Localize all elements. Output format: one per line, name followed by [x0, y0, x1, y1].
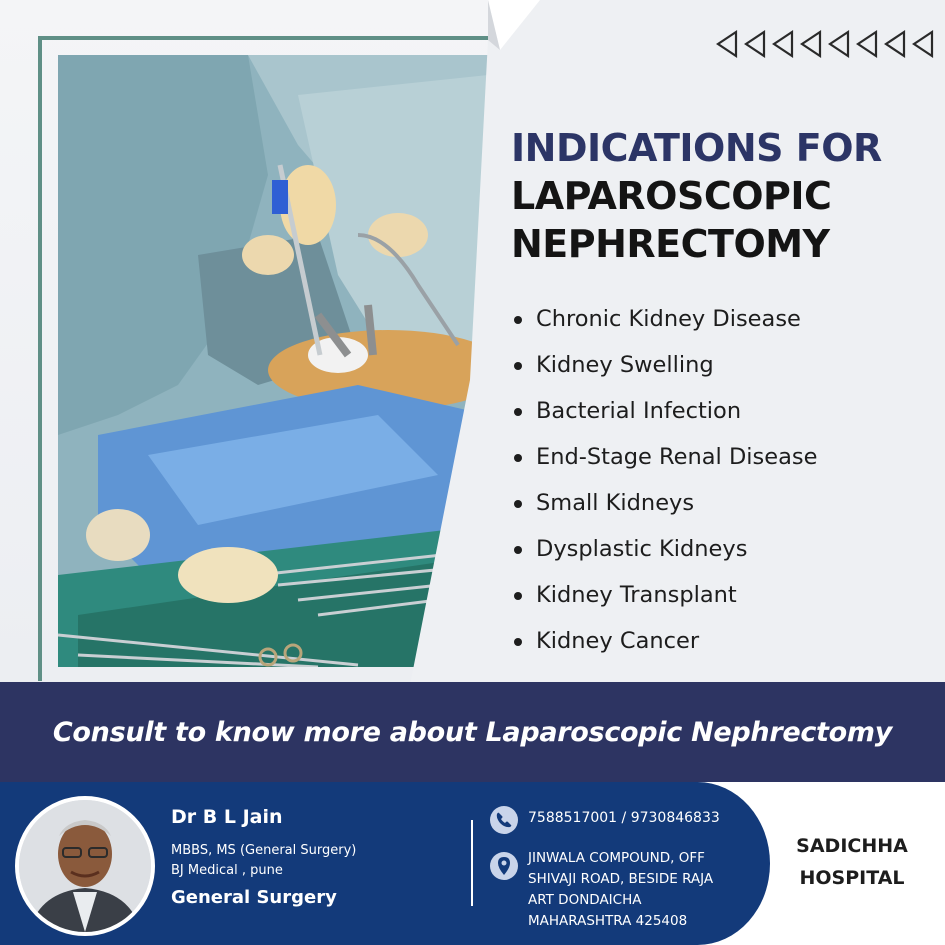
title-line-3: NEPHRECTOMY: [511, 222, 830, 266]
bullet-icon: [514, 638, 522, 646]
doctor-qualification: MBBS, MS (General Surgery) BJ Medical , pune: [171, 843, 357, 878]
consult-text: Consult to know more about Laparoscopic Nephrectomy: [52, 716, 893, 748]
bullet-icon: [514, 592, 522, 600]
bullet-icon: [514, 362, 522, 370]
list-item: Small Kidneys: [512, 484, 817, 530]
list-item: Kidney Transplant: [512, 576, 817, 622]
location-pin-icon: [490, 852, 518, 880]
bullet-icon: [514, 316, 522, 324]
list-item: Chronic Kidney Disease: [512, 300, 817, 346]
page-title: [511, 124, 882, 268]
bullet-icon: [514, 546, 522, 554]
address: JINWALA COMPOUND, OFF SHIVAJI ROAD, BESIDE RAJA ART DONDAICHA MAHARASHTRA 425408: [528, 850, 714, 929]
phone-number: 7588517001 / 9730846833: [528, 810, 720, 826]
list-item: Bacterial Infection: [512, 392, 817, 438]
bullet-icon: [514, 408, 522, 416]
consult-banner: [0, 682, 945, 782]
title-line-2: LAPAROSCOPIC: [511, 174, 832, 218]
avatar: [15, 796, 155, 936]
list-item: End-Stage Renal Disease: [512, 438, 817, 484]
doctor-specialty: General Surgery: [171, 887, 337, 908]
divider: [471, 820, 473, 906]
phone-icon: [490, 806, 518, 834]
list-item: Kidney Swelling: [512, 346, 817, 392]
hospital-name: SADICHHA HOSPITAL: [796, 835, 908, 889]
left-arrow-icon: [716, 26, 945, 62]
list-item: Kidney Cancer: [512, 622, 817, 668]
bullet-icon: [514, 454, 522, 462]
indications-list: [512, 300, 817, 668]
bullet-icon: [514, 500, 522, 508]
title-line-1: INDICATIONS FOR: [511, 126, 882, 170]
doctor-name: Dr B L Jain: [171, 806, 283, 828]
list-item: Dysplastic Kidneys: [512, 530, 817, 576]
